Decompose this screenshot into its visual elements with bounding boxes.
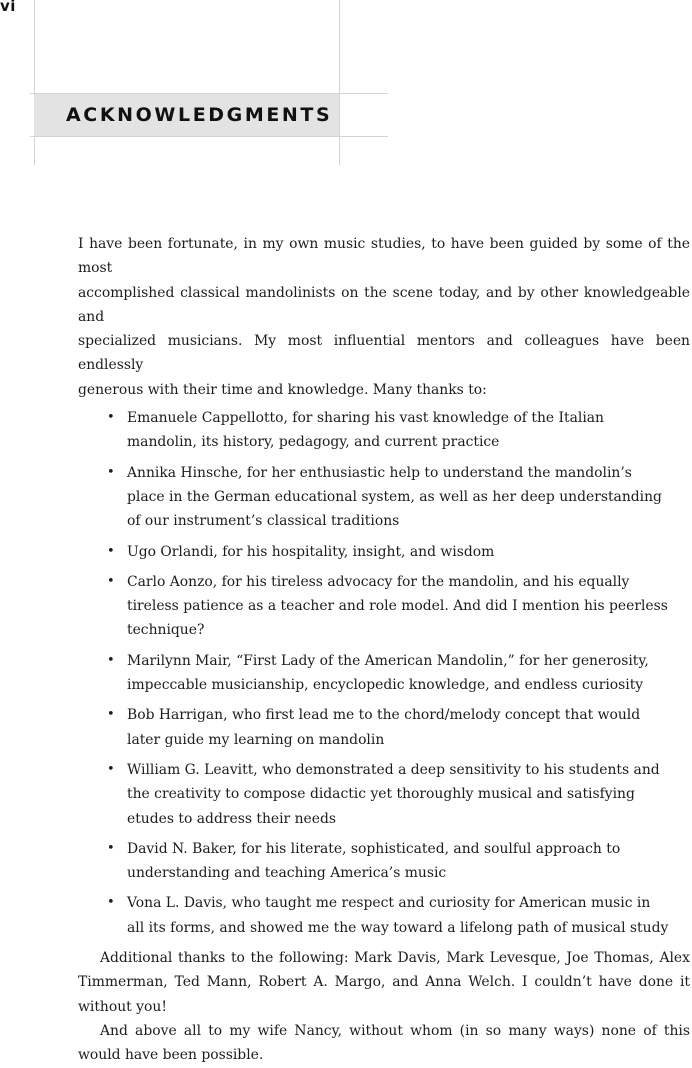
list-item-text: Vona L. Davis, who taught me respect and curiosity for American music in all its forms, and showed me the way toward a lifelong path of musical study <box>127 895 669 936</box>
acknowledgments-body <box>78 232 690 1068</box>
additional-thanks-paragraph: Additional thanks to the following: Mark Davis, Mark Levesque, Joe Thomas, Alex Timmerman, Ted Mann, Robert A. Margo, and Anna Welch. I couldn’t have done it without you! <box>78 950 690 1015</box>
bullet-icon: • <box>107 761 115 777</box>
list-item-text: Emanuele Cappellotto, for sharing his vast knowledge of the Italian mandolin, its history, pedagogy, and current practice <box>127 410 604 451</box>
list-item <box>107 649 669 698</box>
bullet-icon: • <box>107 652 115 668</box>
list-item <box>107 540 669 564</box>
intro-line: accomplished classical mandolinists on the scene today, and by other knowledgeable and <box>78 284 690 325</box>
crop-line-right <box>339 0 340 165</box>
list-item <box>107 837 669 886</box>
list-item-text: Ugo Orlandi, for his hospitality, insight, and wisdom <box>127 543 495 560</box>
list-item-text: Annika Hinsche, for her enthusiastic help to understand the mandolin’s place in the German educational system, as well as her deep understanding of our instrument’s classical traditions <box>127 464 662 530</box>
dedication-paragraph: And above all to my wife Nancy, without whom (in so many ways) none of this would have been possible. <box>78 1022 690 1064</box>
bullet-icon: • <box>107 840 115 856</box>
crop-line-bottom <box>30 136 388 137</box>
mentor-list <box>78 406 669 940</box>
list-item-text: William G. Leavitt, who demonstrated a deep sensitivity to his students and the creativity to compose didactic yet thoroughly musical and satisfying etudes to address their needs <box>127 761 660 827</box>
page-number: vi <box>0 0 16 15</box>
bullet-icon: • <box>107 410 115 426</box>
bullet-icon: • <box>107 464 115 480</box>
list-item <box>107 461 669 534</box>
list-item <box>107 703 669 752</box>
list-item-text: Bob Harrigan, who first lead me to the chord/melody concept that would later guide my learning on mandolin <box>127 707 641 748</box>
intro-paragraph <box>78 232 690 402</box>
list-item-text: David N. Baker, for his literate, sophisticated, and soulful approach to understanding and teaching America’s music <box>127 840 621 882</box>
list-item <box>107 891 669 940</box>
list-item-text: Carlo Aonzo, for his tireless advocacy for the mandolin, and his equally tireless patience as a teacher and role model. And did I mention his peerless technique? <box>127 573 668 639</box>
bullet-icon: • <box>107 543 115 559</box>
intro-line: specialized musicians. My most influential mentors and colleagues have been endlessly <box>78 333 690 374</box>
chapter-heading: ACKNOWLEDGMENTS <box>66 104 333 126</box>
list-item-text: Marilynn Mair, “First Lady of the American Mandolin,” for her generosity, impeccable musicianship, encyclopedic knowledge, and endless curiosity <box>127 652 649 694</box>
crop-line-left <box>34 0 35 165</box>
list-item <box>107 758 669 831</box>
intro-line: generous with their time and knowledge. Many thanks to: <box>78 381 487 398</box>
bullet-icon: • <box>107 707 115 723</box>
bullet-icon: • <box>107 895 115 911</box>
list-item <box>107 570 669 643</box>
list-item <box>107 406 669 455</box>
intro-line: I have been fortunate, in my own music studies, to have been guided by some of the most <box>78 236 690 277</box>
bullet-icon: • <box>107 573 115 589</box>
